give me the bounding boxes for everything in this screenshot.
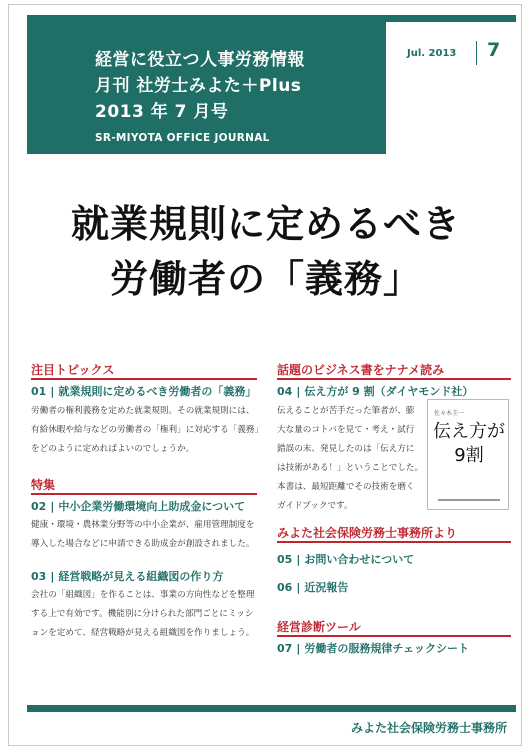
masthead-line2: 月刊 社労士みよた＋Plus (95, 76, 302, 96)
item-title-text: 近況報告 (304, 581, 349, 594)
item-title-text: 経営戦略が見える組織図の作り方 (58, 570, 224, 583)
masthead-line1: 経営に役立つ人事労務情報 (95, 50, 305, 70)
item-number: 07 (277, 642, 293, 655)
section-rule (277, 378, 511, 380)
section-heading-diagnosis: 経営診断ツール (277, 620, 361, 634)
newsletter-page (8, 4, 522, 746)
item-number: 03 (31, 570, 47, 583)
office-name-footer: みよた社会保険労務士事務所 (350, 721, 507, 735)
section-rule (31, 378, 257, 380)
item-body-04: 伝えることが苦手だった筆者が、膨 大な量のコトバを見て・考え・試行 錯誤の末、発見したのは「伝え方に は技術がある！」ということでした。 本書は、最短距離でその技術を磨く ガイドブックです。 (277, 406, 424, 511)
item-number: 06 (277, 581, 293, 594)
section-heading-office: みよた社会保険労務士事務所より (277, 526, 458, 540)
issue-number: 7 (487, 39, 501, 61)
section-rule (277, 541, 511, 543)
section-rule (277, 635, 511, 637)
book-cover-image (427, 399, 509, 510)
main-title-line1: 就業規則に定めるべき (70, 202, 461, 246)
item-number: 05 (277, 553, 293, 566)
item-title-04[interactable]: 04 | 伝え方が 9 割（ダイヤモンド社） (277, 385, 474, 398)
masthead-issue: 2013 年 7 月号 (95, 102, 229, 122)
main-title-line2: 労働者の「義務」 (109, 257, 422, 301)
section-rule (31, 493, 257, 495)
item-title-text: 労働者の服務規律チェックシート (304, 642, 470, 655)
book-cover-title: 伝え方が9割 (433, 421, 505, 466)
item-title-text: お問い合わせについて (304, 553, 415, 566)
item-title-text: 就業規則に定めるべき労働者の「義務」 (58, 385, 257, 398)
item-body-01: 労働者の権利義務を定めた就業規則。その就業規則には、 有給休暇や給与などの労働者の「権利」に対応する「義務」 をどのように定めればよいのでしょうか。 (31, 406, 264, 454)
item-body-02: 健康・環境・農林業分野等の中小企業が、雇用管理制度を 導入した場合などに申請できる助成金が創設されました。 (31, 520, 255, 549)
item-number: 04 (277, 385, 293, 398)
journal-name: SR-MIYOTA OFFICE JOURNAL (95, 132, 270, 144)
item-title-text: 中小企業労働環境向上助成金について (58, 500, 246, 513)
item-title-01[interactable]: 01 | 就業規則に定めるべき労働者の「義務」 (31, 385, 257, 398)
item-title-05[interactable]: 05 | お問い合わせについて (277, 553, 415, 566)
book-cover-rule (438, 499, 500, 501)
bottom-rule (27, 705, 516, 712)
section-heading-topics: 注目トピックス (31, 363, 115, 377)
book-cover-author: 佐々木圭一 (434, 410, 465, 417)
item-body-03: 会社の「組織図」を作ることは、事業の方向性などを整理 する上で有効です。機能別に分けられた部門ごとにミッシ ョンを定めて、経営戦略が見える組織図を作りましょう。 (31, 590, 255, 638)
item-title-text: 伝え方が 9 割（ダイヤモンド社） (304, 385, 474, 398)
item-title-06[interactable]: 06 | 近況報告 (277, 581, 349, 594)
issue-date: Jul. 2013 (407, 48, 457, 59)
item-number: 02 (31, 500, 47, 513)
item-title-03[interactable]: 03 | 経営戦略が見える組織図の作り方 (31, 570, 224, 583)
section-heading-books: 話題のビジネス書をナナメ読み (277, 363, 445, 377)
item-number: 01 (31, 385, 47, 398)
item-title-02[interactable]: 02 | 中小企業労働環境向上助成金について (31, 500, 246, 513)
top-rule (27, 15, 516, 22)
item-title-07[interactable]: 07 | 労働者の服務規律チェックシート (277, 642, 470, 655)
issue-divider (476, 41, 477, 65)
masthead (27, 22, 386, 154)
section-heading-feature: 特集 (31, 478, 56, 492)
